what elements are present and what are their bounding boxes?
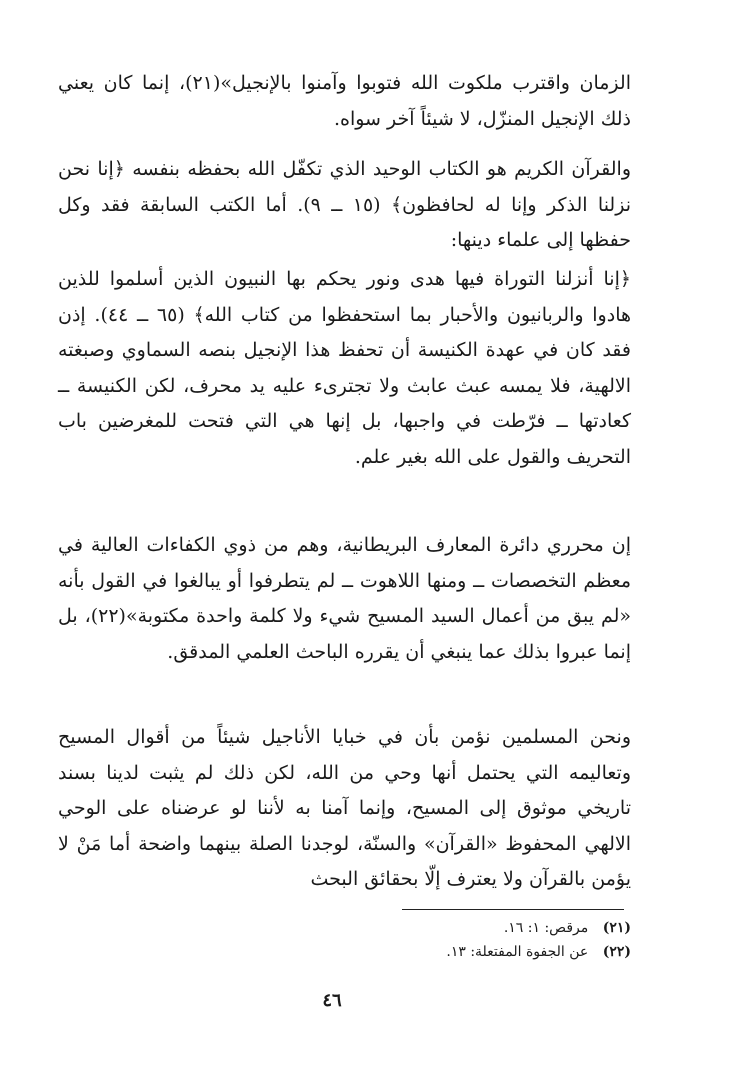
paragraph-1: الزمان واقترب ملكوت الله فتوبوا وآمنوا بالإنجيل»(٢١)، إنما كان يعني ذلك الإنجيل المنزّل، لا شيئاً آخر سواه. [58,72,631,130]
paragraph-2: والقرآن الكريم هو الكتاب الوحيد الذي تكفّل الله بحفظه بنفسه ﴿إنا نحن نزلنا الذكر وإنا له لحافظون﴾ (١٥ ــ ٩). أما الكتب السابقة فقد وكل حفظها إلى علماء دينها: [58,158,631,251]
paragraph-4: إن محرري دائرة المعارف البريطانية، وهم من ذوي الكفاءات العالية في معظم التخصصات ــ ومنها اللاهوت ــ لم يتطرفوا أو يبالغوا في القول بأنه «لم يبق من أعمال السيد المسيح شيء ولا كلمة واحدة مكتوبة»(٢٢)، بل إنما عبروا بذلك عما ينبغي أن يقرره الباحث العلمي المدقق. [58,534,632,663]
footnote-21 [300,916,631,940]
footnote-text: عن الجفوة المفتعلة: ١٣. [446,944,589,960]
page-number: ٤٦ [322,990,342,1011]
footnote-text: مرقص: ١: ١٦. [503,920,589,936]
paragraph-3: ﴿إنا أنزلنا التوراة فيها هدى ونور يحكم بها النبيون الذين أسلموا للذين هادوا والربانيون والأحبار بما استحفظوا من كتاب الله﴾ (٦٥ ــ ٤٤). إذن فقد كان في عهدة الكنيسة أن تحفظ هذا الإنجيل بنصه السماوي وصبغته الالهية، فلا يمسه عبث عابث ولا تجترىء عليه يد محرف، لكن الكنيسة ــ كعادتها ــ فرّطت في واجبها، بل إنها هي التي فتحت للمغرضين باب التحريف والقول على الله بغير علم. [58,268,632,468]
paragraph-5: ونحن المسلمين نؤمن بأن في خبايا الأناجيل شيئاً من أقوال المسيح وتعاليمه التي يحتمل أنها وحي من الله، لكن ذلك لم يثبت لدينا بسند تاريخي موثوق إلى المسيح، وإنما آمنا به لأننا لو عرضناه على الوحي الالهي المحفوظ «القرآن» والسنّة، لوجدنا الصلة بينهما واضحة أما مَنْ لا يؤمن بالقرآن ولا يعترف إلّا بحقائق البحث [58,726,631,890]
footnotes [300,916,631,964]
footnote-divider [402,909,624,910]
footnote-number: (٢١) [602,920,631,936]
footnote-number: (٢٢) [602,944,631,960]
footnote-22 [300,940,631,964]
